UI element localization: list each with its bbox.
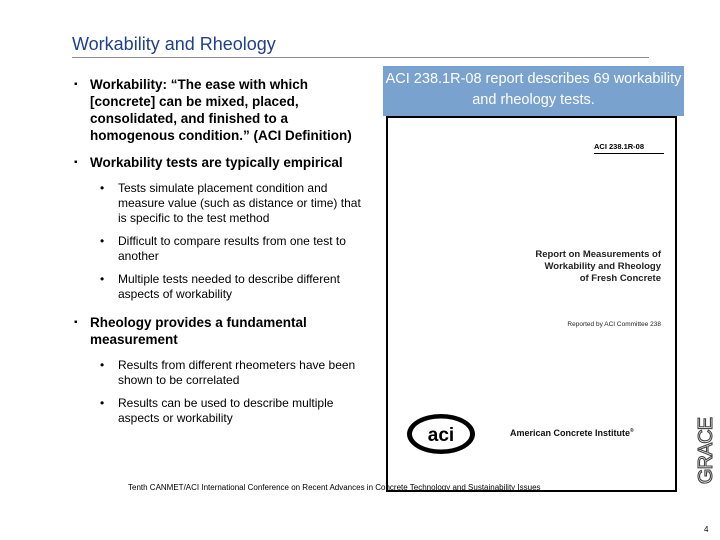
sub-bullet-text: Results from different rheometers have been shown to be correlated bbox=[118, 358, 356, 387]
footer-conference: Tenth CANMET/ACI International Conference on Recent Advances in Concrete Technology and Sustainability Issues bbox=[128, 483, 541, 492]
sub-bullet bbox=[72, 272, 372, 302]
report-title-line: Report on Measurements of bbox=[535, 249, 661, 260]
grace-logo-icon bbox=[692, 414, 718, 488]
aci-logo-text: aci bbox=[427, 425, 455, 446]
report-cover-image bbox=[386, 116, 677, 492]
square-bullet-icon: ▪ bbox=[74, 317, 78, 328]
square-bullet-icon: ▪ bbox=[74, 157, 78, 168]
institute-name bbox=[510, 428, 634, 438]
report-title-line: of Fresh Concrete bbox=[579, 273, 661, 284]
sub-bullet bbox=[72, 181, 372, 226]
institute-name-text: American Concrete Institute bbox=[510, 428, 631, 438]
sub-bullet-text: Difficult to compare results from one test to another bbox=[118, 234, 346, 263]
sub-bullet bbox=[72, 358, 372, 388]
dot-bullet-icon: • bbox=[100, 272, 105, 286]
grace-logo-text: GRACE bbox=[695, 417, 717, 485]
report-number: ACI 238.1R-08 bbox=[594, 142, 645, 151]
aci-logo-icon bbox=[406, 413, 476, 455]
bullet-workability-tests bbox=[72, 154, 372, 171]
bullet-workability-definition bbox=[72, 76, 372, 144]
dot-bullet-icon: • bbox=[100, 181, 105, 195]
bullet-list bbox=[72, 76, 372, 434]
dot-bullet-icon: • bbox=[100, 358, 105, 372]
callout-box: ACI 238.1R-08 report describes 69 workability and rheology tests. bbox=[383, 66, 684, 116]
registered-mark: ® bbox=[630, 428, 634, 434]
sub-bullet-text: Results can be used to describe multiple aspects or workability bbox=[118, 396, 334, 425]
sub-bullet bbox=[72, 396, 372, 426]
report-title bbox=[535, 249, 661, 285]
bullet-text: Rheology provides a fundamental measurement bbox=[90, 315, 307, 347]
sub-bullet bbox=[72, 234, 372, 264]
dot-bullet-icon: • bbox=[100, 234, 105, 248]
sub-bullet-text: Tests simulate placement condition and measure value (such as distance or time) that is specific to the test method bbox=[118, 181, 361, 225]
report-title-line: Workability and Rheology bbox=[544, 261, 661, 272]
report-number-rule bbox=[594, 153, 664, 154]
square-bullet-icon: ▪ bbox=[74, 79, 78, 90]
title-divider bbox=[72, 57, 649, 58]
page-number: 4 bbox=[704, 525, 709, 534]
slide-title: Workability and Rheology bbox=[72, 34, 276, 54]
report-committee: Reported by ACI Committee 238 bbox=[567, 321, 661, 328]
bullet-text: Workability tests are typically empirical bbox=[90, 155, 343, 170]
dot-bullet-icon: • bbox=[100, 396, 105, 410]
bullet-text: Workability: “The ease with which [concrete] can be mixed, placed, consolidated, and finished to a homogenous condition.” (ACI Definition) bbox=[90, 77, 352, 143]
bullet-rheology bbox=[72, 314, 372, 348]
sub-bullet-text: Multiple tests needed to describe different aspects of workability bbox=[118, 272, 340, 301]
